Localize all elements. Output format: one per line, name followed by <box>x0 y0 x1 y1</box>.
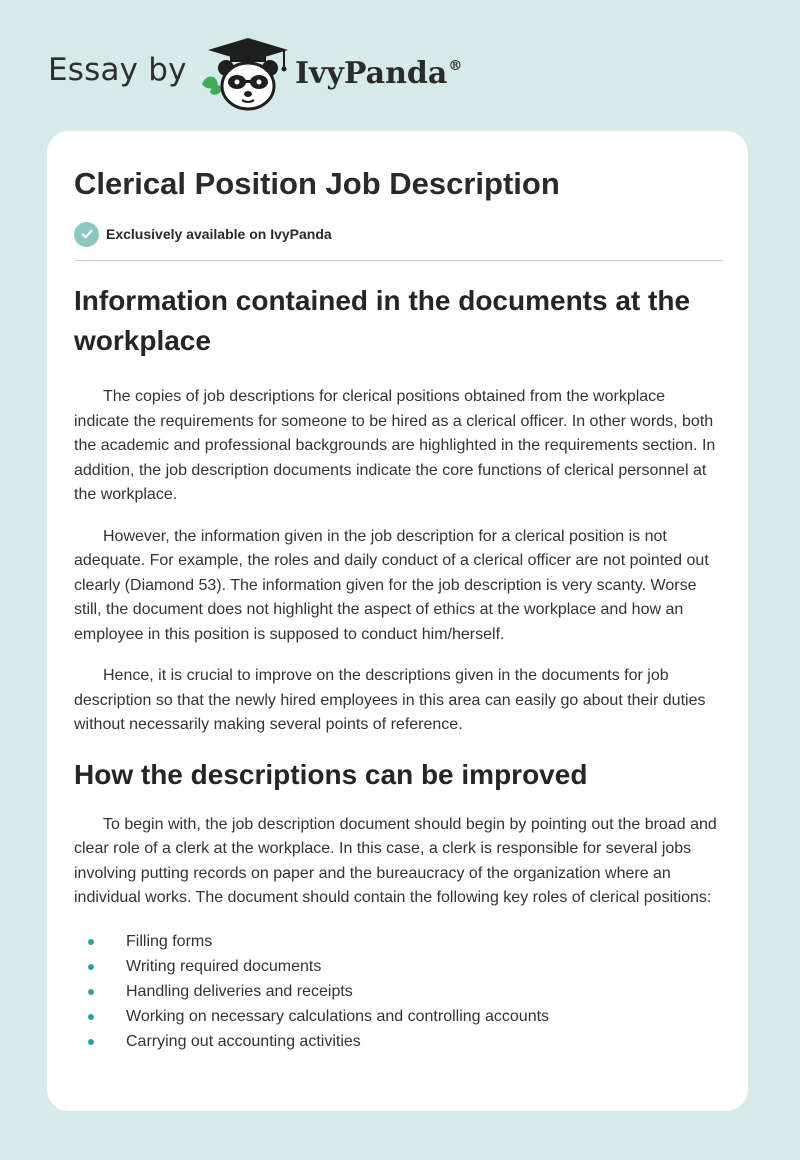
panda-logo-icon[interactable] <box>200 34 296 112</box>
brand-name[interactable] <box>295 56 462 91</box>
bullet-dot-icon <box>88 939 94 945</box>
list-item <box>74 929 724 954</box>
paragraph: To begin with, the job description document should begin by pointing out the broad and clear role of a clerk at the workplace. In this case, a clerk is responsible for several jobs involving putting records on paper and the bureaucracy of the organization where an individual works. The document should contain the following key roles of clerical positions: <box>74 815 717 906</box>
brand-header <box>48 34 468 114</box>
bullet-dot-icon <box>88 1014 94 1020</box>
list-item <box>74 979 724 1004</box>
exclusive-badge <box>74 221 724 247</box>
check-icon <box>74 222 99 247</box>
list-item <box>74 1029 724 1054</box>
list-item-text: Filling forms <box>126 932 213 950</box>
article-title: Clerical Position Job Description <box>74 166 560 201</box>
list-item-text: Carrying out accounting activities <box>126 1032 361 1050</box>
list-item <box>74 954 724 979</box>
bullet-dot-icon <box>88 989 94 995</box>
bullet-dot-icon <box>88 1039 94 1045</box>
bullet-dot-icon <box>88 964 94 970</box>
list-item-text: Working on necessary calculations and controlling accounts <box>126 1007 550 1025</box>
key-roles-list <box>74 929 724 1054</box>
brand-name-text: IvyPanda <box>295 56 448 91</box>
paragraph: The copies of job descriptions for clerical positions obtained from the workplace indicate the requirements for someone to be hired as a clerical officer. In other words, both the academic and professional backgrounds are highlighted in the requirements section. In addition, the job description documents indicate the core functions of clerical personnel at the workplace. <box>74 388 716 503</box>
list-item-text: Handling deliveries and receipts <box>126 982 353 1000</box>
article-content <box>74 164 724 1054</box>
registered-mark: ® <box>448 58 463 74</box>
divider <box>74 260 723 261</box>
article-card <box>47 131 748 1111</box>
list-item-text: Writing required documents <box>126 957 322 975</box>
exclusive-badge-text: Exclusively available on IvyPanda <box>106 226 332 242</box>
section-heading: Information contained in the documents at the workplace <box>74 285 691 356</box>
list-item <box>74 1004 724 1029</box>
paragraph: Hence, it is crucial to improve on the descriptions given in the documents for job description so that the newly hired employees in this area can easily go about their duties without necessarily making several points of reference. <box>74 667 706 733</box>
paragraph: However, the information given in the job description for a clerical position is not adequate. For example, the roles and daily conduct of a clerical officer are not pointed out clearly (Diamond 53). The information given for the job description is very scanty. Worse still, the document does not highlight the aspect of ethics at the workplace and how an employee in this position is supposed to conduct him/herself. <box>74 527 709 643</box>
essay-by-label: Essay by <box>48 52 187 88</box>
section-heading: How the descriptions can be improved <box>74 758 588 790</box>
